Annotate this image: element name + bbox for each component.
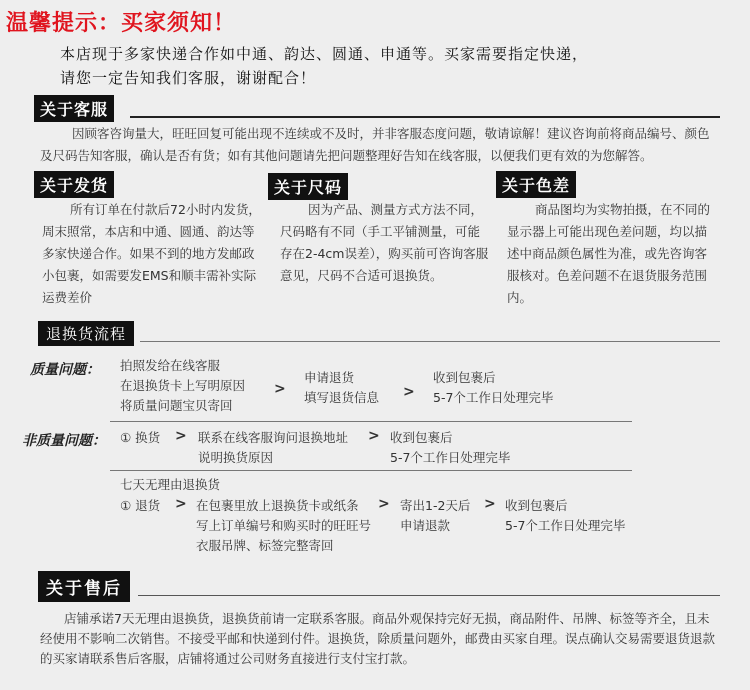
step-line: 衣服吊牌、标签完整寄回 <box>196 538 334 553</box>
customer-service-text: 因顾客咨询量大，旺旺回复可能出现不连续或不及时，并非客服态度问题，敬请谅解！建议咨询前将商品编号、颜色及尺码告知客服，确认是否有货；如有其他问题请先把问题整理好告知在线客服，以便我们更有效的为您解答。 <box>40 126 710 163</box>
return-step-2 <box>400 496 470 536</box>
return-step-1 <box>196 496 371 556</box>
exchange-step-2 <box>390 428 510 468</box>
exchange-label: ① 换货 <box>120 430 161 445</box>
step-line: 寄出1-2天后 <box>400 498 471 513</box>
after-sales-text: 店铺承诺7天无理由退换货，退换货前请一定联系客服。商品外观保持完好无损，商品附件、吊牌、标签等齐全，且未经使用不影响二次销售。不接受平邮和快递到付件。退换货，除质量问题外，邮费由买家自理。误点确认交易需要退货退款的买家请联系售后客服，店铺将通过公司财务直接进行支付宝打款。 <box>40 611 716 666</box>
quality-step-1 <box>120 356 245 416</box>
row-divider <box>110 470 632 471</box>
step-line: 写上订单编号和购买时的旺旺号 <box>196 518 372 533</box>
arrow-icon: > <box>378 496 390 512</box>
step-line: 申请退货 <box>304 370 355 385</box>
step-line: 申请退款 <box>400 518 451 533</box>
section-divider <box>138 595 720 596</box>
step-line: 填写退货信息 <box>304 390 380 405</box>
notice-body <box>60 42 750 90</box>
notice-line-2: 请您一定告知我们客服，谢谢配合！ <box>60 69 317 87</box>
shipping-text: 所有订单在付款后72小时内发货，周末照常，本店和中通、圆通、韵达等多家快递合作。如果不到的地方发邮政小包裹，如需要发EMS和顺丰需补实际运费差价 <box>42 202 261 305</box>
step-line: 收到包裹后 <box>433 370 496 385</box>
exchange-step-1 <box>198 428 348 468</box>
quality-issue-label: 质量问题： <box>30 362 100 378</box>
step-line: 收到包裹后 <box>505 498 568 513</box>
size-text: 因为产品、测量方式方法不同，尺码略有不同（手工平铺测量，可能存在2-4cm误差），购买前可咨询客服意见，尺码不合适可退换货。 <box>280 202 489 283</box>
notice-title: 温馨提示：买家须知！ <box>6 11 237 36</box>
step-line: 拍照发给在线客服 <box>120 358 221 373</box>
quality-step-2 <box>304 368 379 408</box>
shipping-tag: 关于发货 <box>34 171 114 198</box>
quality-step-3 <box>433 368 553 408</box>
arrow-icon: > <box>175 496 187 512</box>
arrow-icon: > <box>484 496 496 512</box>
step-line: 联系在线客服询问退换地址 <box>198 430 349 445</box>
step-line: 5-7个工作日处理完毕 <box>390 450 511 465</box>
color-tag: 关于色差 <box>496 171 576 198</box>
notice-line-1: 本店现于多家快递合作如中通、韵达、圆通、申通等。买家需要指定快递， <box>60 45 589 63</box>
flow-title: 退换货流程 <box>38 321 134 346</box>
step-line: 5-7个工作日处理完毕 <box>505 518 626 533</box>
step-line: 在退换货卡上写明原因 <box>120 378 246 393</box>
non-quality-label: 非质量问题： <box>22 433 106 449</box>
step-line: 在包裹里放上退换货卡或纸条 <box>196 498 359 513</box>
color-text: 商品图均为实物拍摄，在不同的显示器上可能出现色差问题，均以描述中商品颜色属性为准，或先咨询客服核对。色差问题不在退货服务范围内。 <box>507 202 711 305</box>
step-line: 收到包裹后 <box>390 430 453 445</box>
step-line: 说明换货原因 <box>198 450 274 465</box>
return-policy: 七天无理由退换货 <box>120 477 221 492</box>
after-sales-tag: 关于售后 <box>38 571 130 602</box>
size-tag: 关于尺码 <box>268 173 348 200</box>
arrow-icon: > <box>274 381 286 397</box>
row-divider <box>110 421 632 422</box>
section-divider <box>130 116 720 118</box>
step-line: 5-7个工作日处理完毕 <box>433 390 554 405</box>
arrow-icon: > <box>175 428 187 444</box>
arrow-icon: > <box>403 384 415 400</box>
step-line: 将质量问题宝贝寄回 <box>120 398 233 413</box>
return-label: ① 退货 <box>120 498 161 513</box>
section-divider <box>140 341 720 342</box>
customer-service-tag: 关于客服 <box>34 95 114 122</box>
return-step-3 <box>505 496 625 536</box>
arrow-icon: > <box>368 428 380 444</box>
